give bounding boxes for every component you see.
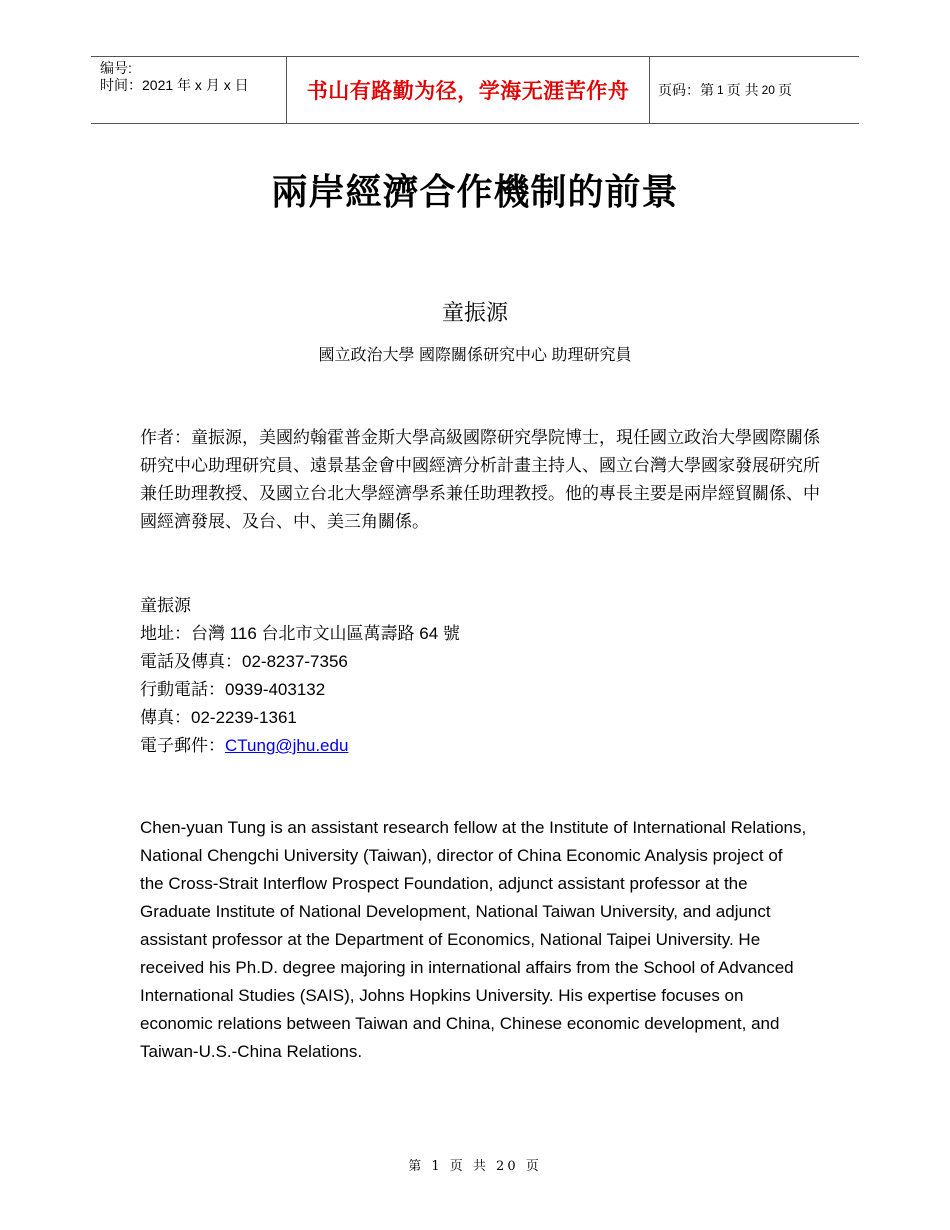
contact-block	[140, 592, 460, 760]
header-motto-cell	[287, 57, 650, 123]
serial-label: 编号:	[100, 60, 132, 76]
contact-phone-fax: 電話及傳真：02-8237-7356	[140, 652, 348, 671]
header-page-cell	[650, 57, 859, 123]
bio-english: Chen-yuan Tung is an assistant research fellow at the Institute of International Relations, National Chengchi University (Taiwan), director of China Economic Analysis project of the Cross-Strait Interflow Prospect Foundation, adjunct assistant professor at the Graduate Institute of National Development, National Taiwan University, and adjunct assistant professor at the Department of Economics, National Taipei University. He received his Ph.D. degree majoring in international affairs from the School of Advanced International Studies (SAIS), Johns Hopkins University. His expertise focuses on economic relations between Taiwan and China, Chinese economic development, and Taiwan-U.S.-China Relations.	[140, 818, 807, 1061]
author-affiliation: 國立政治大學 國際關係研究中心 助理研究員	[318, 347, 632, 364]
page-prefix: 页码：第	[658, 82, 714, 98]
author-name: 童振源	[441, 300, 508, 325]
contact-fax: 傳真：02-2239-1361	[140, 708, 297, 727]
date-label: 时间：2021 年 x 月 x 日	[100, 77, 249, 93]
page-footer: 第 1 页 共 20 页	[408, 1159, 542, 1174]
contact-address: 地址：台灣 116 台北市文山區萬壽路 64 號	[140, 624, 460, 643]
email-link[interactable]: CTung@jhu.edu	[225, 736, 349, 755]
contact-mobile: 行動電話：0939-403132	[140, 680, 326, 699]
page-middle: 页 共	[726, 82, 759, 98]
motto: 书山有路勤为径，学海无涯苦作舟	[306, 78, 630, 103]
document-title: 兩岸經濟合作機制的前景	[271, 171, 679, 212]
email-label: 電子郵件：	[140, 736, 225, 755]
contact-email-row	[140, 732, 460, 760]
bio-chinese: 作者：童振源，美國約翰霍普金斯大學高級國際研究學院博士，現任國立政治大學國際關係研究中心助理研究員、遠景基金會中國經濟分析計畫主持人、國立台灣大學國家發展研究所兼任助理教授、及國立台北大學經濟學系兼任助理教授。他的專長主要是兩岸經貿關係、中國經濟發展、及台、中、美三角關係。	[140, 428, 820, 531]
page-total: 20	[761, 83, 775, 97]
header-meta-cell	[91, 57, 287, 123]
contact-name: 童振源	[140, 596, 191, 615]
page-current: 1	[717, 83, 724, 97]
page-suffix: 页	[777, 82, 792, 98]
page-header	[91, 56, 859, 124]
